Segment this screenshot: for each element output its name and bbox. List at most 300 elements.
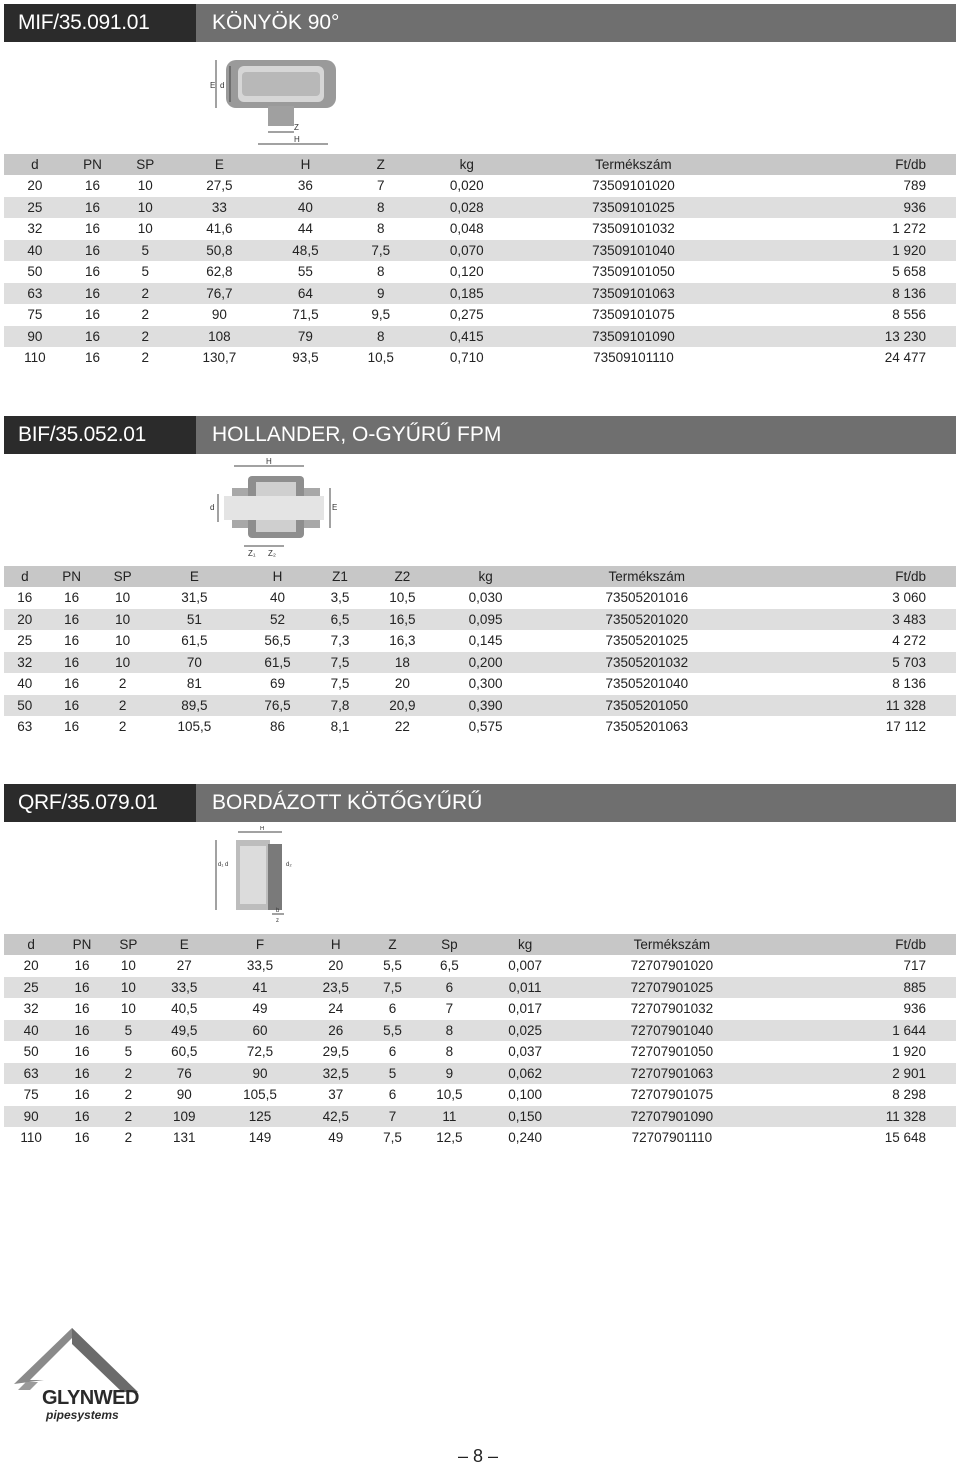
table-cell: 6 — [416, 977, 482, 999]
column-header: E — [151, 934, 217, 955]
table-cell: 10 — [120, 958, 136, 974]
column-header: Ft/db — [761, 566, 956, 587]
table-cell: 16 — [66, 240, 120, 262]
table-cell: 885 — [776, 977, 956, 999]
table-cell: 7,5 — [369, 977, 416, 999]
table-cell: 4 272 — [892, 633, 926, 649]
table-cell: 16 — [64, 633, 80, 649]
column-header: Sp — [416, 934, 482, 955]
table-cell: 0,030 — [468, 590, 503, 606]
table-cell: 73509101063 — [515, 283, 752, 305]
table-cell: 18 — [366, 652, 439, 674]
table-cell: 6,5 — [314, 609, 366, 631]
table-cell: 5 — [141, 264, 149, 280]
table-cell: 25 — [4, 197, 66, 219]
table-cell: 90 — [217, 1063, 302, 1085]
table-cell: 20 — [328, 958, 344, 974]
page-number: – 8 – — [458, 1446, 499, 1466]
table-cell: 110 — [24, 350, 46, 366]
table-cell: 20 — [23, 958, 39, 974]
table-cell: 717 — [903, 958, 926, 974]
table-cell: 60 — [217, 1020, 302, 1042]
table-cell: 2 — [106, 1106, 151, 1128]
table-cell: 93,5 — [292, 350, 319, 366]
table-cell: 40 — [270, 590, 286, 606]
table-cell: 40 — [4, 1020, 58, 1042]
column-header: Termékszám — [515, 154, 752, 175]
fig-label-h: H — [260, 826, 265, 832]
column-header: Termékszám — [568, 934, 776, 955]
table-cell: 0,007 — [508, 958, 543, 974]
table-cell: 16 — [64, 590, 80, 606]
table-cell: 73509101040 — [515, 240, 752, 262]
table-cell: 8 556 — [892, 307, 926, 323]
table-cell: 10 — [137, 178, 153, 194]
table-cell: 110 — [20, 1130, 42, 1146]
table-cell: 27,5 — [206, 178, 233, 194]
table-cell: 5 703 — [761, 652, 956, 674]
table-row — [4, 716, 956, 738]
table-row — [4, 977, 956, 999]
table-cell: 12,5 — [436, 1130, 463, 1146]
column-header: PN — [58, 934, 105, 955]
table-row — [4, 1084, 956, 1106]
table-cell: 72707901063 — [568, 1063, 776, 1085]
table-cell: 2 — [118, 676, 127, 692]
table-cell: 16 — [66, 197, 120, 219]
table-cell: 32,5 — [303, 1063, 369, 1085]
table-cell: 2 901 — [776, 1063, 956, 1085]
table-cell: 50 — [27, 264, 43, 280]
table-cell: 50,8 — [171, 240, 268, 262]
table-cell: 9 — [416, 1063, 482, 1085]
table-cell: 20 — [27, 178, 43, 194]
table-cell: 10,5 — [367, 350, 394, 366]
fig-label-h: H — [294, 135, 300, 144]
table-cell: 8 298 — [892, 1087, 926, 1103]
table-cell: 49 — [252, 1001, 268, 1017]
section-hollander — [4, 416, 956, 735]
table-cell: 0,145 — [468, 633, 503, 649]
table-cell: 1 920 — [892, 1044, 926, 1060]
table-cell: 73509101050 — [592, 264, 675, 280]
table-cell: 2 — [141, 350, 149, 366]
table-cell: 0,020 — [449, 178, 484, 194]
table-cell: 936 — [903, 1001, 926, 1017]
fig-label-e: E — [332, 503, 338, 512]
column-header: H — [303, 934, 369, 955]
column-header: d — [4, 566, 46, 587]
table-cell: 11 328 — [761, 695, 956, 717]
table-cell: 2 — [141, 307, 149, 323]
table-cell: 16 — [46, 652, 98, 674]
table-cell: 13 230 — [752, 326, 956, 348]
table-cell: 131 — [172, 1130, 196, 1146]
table-cell: 31,5 — [181, 590, 208, 606]
table-cell: 25 — [4, 977, 58, 999]
table-cell: 0,150 — [483, 1106, 568, 1128]
table-cell: 8,1 — [330, 719, 350, 735]
table-row — [4, 175, 956, 197]
table-cell: 73505201063 — [605, 719, 689, 735]
table-cell: 71,5 — [292, 307, 319, 323]
table-row — [4, 304, 956, 326]
table-row — [4, 998, 956, 1020]
table-cell: 72707901050 — [630, 1044, 714, 1060]
section-title: HOLLANDER, O-GYŰRŰ FPM — [196, 416, 956, 454]
table-cell: 8 — [343, 197, 418, 219]
table-cell: 7,5 — [343, 240, 418, 262]
section-bordazott — [4, 784, 956, 1146]
table-row — [4, 283, 956, 305]
table-cell: 63 — [4, 283, 66, 305]
column-header: E — [171, 154, 268, 175]
table-cell: 936 — [752, 197, 956, 219]
table-cell: 8 — [376, 264, 385, 280]
table-cell: 9 — [343, 283, 418, 305]
table-cell: 109 — [151, 1106, 217, 1128]
column-header: PN — [66, 154, 120, 175]
table-row — [4, 326, 956, 348]
table-cell: 16 — [58, 977, 105, 999]
table-cell: 15 648 — [884, 1130, 926, 1146]
table-cell: 16 — [85, 350, 101, 366]
table-header-row — [4, 934, 956, 955]
table-cell: 73509101025 — [515, 197, 752, 219]
table-cell: 10 — [115, 590, 131, 606]
table-cell: 0,011 — [483, 977, 568, 999]
union-drawing — [204, 458, 344, 558]
fig-label-h: H — [266, 458, 272, 466]
product-code: QRF/35.079.01 — [4, 784, 196, 822]
table-cell: 79 — [268, 326, 343, 348]
table-cell: 75 — [23, 1087, 39, 1103]
table-row — [4, 218, 956, 240]
table-cell: 10 — [106, 977, 151, 999]
table-cell: 33,5 — [246, 958, 274, 974]
table-cell: 20 — [4, 609, 46, 631]
table-cell: 16 — [58, 1020, 105, 1042]
table-cell: 60,5 — [171, 1044, 198, 1060]
column-header: SP — [106, 934, 151, 955]
table-cell: 22 — [394, 719, 410, 735]
table-cell: 25 — [17, 633, 33, 649]
table-cell: 44 — [297, 221, 313, 237]
table-cell: 16 — [85, 178, 101, 194]
table-cell: 16 — [85, 307, 101, 323]
table-row — [4, 261, 956, 283]
table-row — [4, 347, 956, 369]
table-cell: 61,5 — [181, 633, 208, 649]
konyok-table — [4, 154, 956, 369]
column-header: SP — [119, 154, 171, 175]
table-cell: 7 — [445, 1001, 454, 1017]
table-cell: 1 272 — [892, 221, 926, 237]
table-cell: 16 — [66, 283, 120, 305]
table-cell: 72,5 — [246, 1044, 274, 1060]
table-cell: 0,070 — [418, 240, 515, 262]
table-cell: 86 — [270, 719, 286, 735]
column-header: kg — [483, 934, 568, 955]
column-header: d — [4, 154, 66, 175]
table-cell: 16 — [58, 1106, 105, 1128]
table-cell: 90 — [176, 1087, 192, 1103]
table-cell: 33 — [171, 197, 268, 219]
table-cell: 20,9 — [366, 695, 439, 717]
table-cell: 37 — [328, 1087, 344, 1103]
table-row — [4, 1127, 956, 1149]
table-cell: 789 — [903, 178, 926, 194]
table-cell: 0,017 — [508, 1001, 543, 1017]
table-cell: 5 — [369, 1063, 416, 1085]
fig-label-d: d — [220, 81, 225, 90]
table-cell: 48,5 — [268, 240, 343, 262]
table-row — [4, 673, 956, 695]
table-cell: 70 — [148, 652, 242, 674]
table-cell: 0,415 — [418, 326, 515, 348]
table-cell: 16 — [66, 326, 120, 348]
table-cell: 16 — [74, 1001, 90, 1017]
table-cell: 51 — [148, 609, 242, 631]
table-cell: 73509101020 — [592, 178, 675, 194]
fig-label-d1: d₁ d — [218, 862, 229, 868]
table-cell: 6 — [388, 1087, 397, 1103]
table-cell: 73505201020 — [532, 609, 761, 631]
table-row — [4, 955, 956, 977]
section-header — [4, 4, 956, 42]
table-row — [4, 1020, 956, 1042]
table-cell: 62,8 — [206, 264, 233, 280]
table-cell: 125 — [217, 1106, 302, 1128]
table-cell: 40,5 — [171, 1001, 198, 1017]
table-cell: 105,5 — [177, 719, 212, 735]
table-cell: 72707901075 — [630, 1087, 714, 1103]
table-cell: 11 — [416, 1106, 482, 1128]
column-header: F — [217, 934, 302, 955]
table-cell: 73505201050 — [532, 695, 761, 717]
fig-label-d2: d₂ — [286, 862, 292, 868]
table-cell: 24 — [328, 1001, 344, 1017]
table-cell: 2 — [118, 719, 127, 735]
glynwed-logo — [4, 1326, 154, 1426]
table-cell: 72707901110 — [631, 1130, 713, 1146]
table-cell: 76 — [151, 1063, 217, 1085]
fig-label-z: Z — [294, 123, 299, 132]
table-header-row — [4, 566, 956, 587]
table-cell: 5,5 — [383, 958, 402, 974]
table-cell: 5 — [106, 1020, 151, 1042]
table-cell: 10 — [98, 652, 148, 674]
table-cell: 10,5 — [436, 1087, 463, 1103]
table-header-row — [4, 154, 956, 175]
table-cell: 63 — [4, 1063, 58, 1085]
column-header: Z — [369, 934, 416, 955]
column-header: kg — [418, 154, 515, 175]
table-cell: 8 — [376, 221, 385, 237]
table-cell: 17 112 — [885, 719, 926, 735]
column-header: H — [268, 154, 343, 175]
table-cell: 2 — [98, 695, 148, 717]
table-cell: 0,710 — [449, 350, 484, 366]
table-cell: 5 — [119, 240, 171, 262]
logo-name: GLYNWED — [42, 1387, 139, 1409]
table-cell: 89,5 — [148, 695, 242, 717]
table-cell: 0,062 — [483, 1063, 568, 1085]
column-header: Ft/db — [752, 154, 956, 175]
table-cell: 0,025 — [483, 1020, 568, 1042]
table-cell: 2 — [106, 1063, 151, 1085]
table-cell: 49,5 — [151, 1020, 217, 1042]
table-cell: 0,275 — [449, 307, 484, 323]
table-cell: 7,5 — [314, 652, 366, 674]
fig-label-d: d — [210, 503, 215, 512]
table-cell: 73505201016 — [605, 590, 689, 606]
table-cell: 1 920 — [752, 240, 956, 262]
column-header: E — [148, 566, 242, 587]
table-cell: 41 — [217, 977, 302, 999]
elbow-drawing — [208, 44, 358, 154]
table-cell: 10 — [137, 221, 153, 237]
fig-label-b: b — [276, 908, 280, 914]
table-cell: 6 — [388, 1001, 397, 1017]
fig-label-z: z — [276, 918, 279, 924]
column-header: Z2 — [366, 566, 439, 587]
table-cell: 16 — [74, 958, 90, 974]
table-row — [4, 630, 956, 652]
table-cell: 73509101090 — [515, 326, 752, 348]
table-row — [4, 587, 956, 609]
table-cell: 0,575 — [468, 719, 503, 735]
table-cell: 0,390 — [439, 695, 533, 717]
table-row — [4, 1106, 956, 1128]
table-cell: 6,5 — [439, 958, 459, 974]
table-row — [4, 240, 956, 262]
table-cell: 16 — [64, 676, 80, 692]
product-code: MIF/35.091.01 — [4, 4, 196, 42]
table-cell: 50 — [23, 1044, 39, 1060]
table-cell: 5 658 — [892, 264, 926, 280]
table-cell: 76,5 — [241, 695, 314, 717]
ribbed-ring-drawing — [208, 826, 308, 924]
table-cell: 8 — [445, 1044, 454, 1060]
table-cell: 20 — [394, 676, 410, 692]
table-cell: 130,7 — [202, 350, 237, 366]
table-cell: 41,6 — [206, 221, 233, 237]
table-cell: 16 — [64, 719, 80, 735]
table-cell: 0,120 — [449, 264, 484, 280]
table-cell: 73509101075 — [592, 307, 675, 323]
table-cell: 7 — [369, 1106, 416, 1128]
table-cell: 2 — [124, 1087, 133, 1103]
table-cell: 42,5 — [303, 1106, 369, 1128]
table-cell: 0,037 — [508, 1044, 543, 1060]
table-cell: 16,5 — [366, 609, 439, 631]
section-title: BORDÁZOTT KÖTŐGYŰRŰ — [196, 784, 956, 822]
fig-label-z2: Z₂ — [268, 549, 276, 558]
column-header: kg — [439, 566, 533, 587]
table-cell: 16 — [74, 1044, 90, 1060]
column-header: Termékszám — [532, 566, 761, 587]
table-cell: 0,185 — [418, 283, 515, 305]
table-cell: 9,5 — [371, 307, 391, 323]
column-header: Z1 — [314, 566, 366, 587]
table-cell: 63 — [17, 719, 33, 735]
section-header — [4, 416, 956, 454]
table-row — [4, 197, 956, 219]
table-cell: 3,5 — [330, 590, 350, 606]
table-cell: 64 — [268, 283, 343, 305]
table-cell: 73509101110 — [593, 350, 674, 366]
table-cell: 16 — [74, 1130, 90, 1146]
table-cell: 16 — [17, 590, 33, 606]
table-cell: 90 — [211, 307, 227, 323]
table-cell: 0,100 — [508, 1087, 543, 1103]
table-cell: 72707901020 — [630, 958, 714, 974]
table-cell: 40 — [4, 240, 66, 262]
table-cell: 0,240 — [508, 1130, 543, 1146]
table-cell: 73505201040 — [605, 676, 689, 692]
table-cell: 16 — [58, 1063, 105, 1085]
table-cell: 0,300 — [468, 676, 503, 692]
table-cell: 16,3 — [389, 633, 416, 649]
logo-sub: pipesystems — [46, 1408, 119, 1422]
table-cell: 6 — [388, 1044, 397, 1060]
table-cell: 90 — [4, 326, 66, 348]
table-cell: 27 — [176, 958, 192, 974]
table-cell: 7,8 — [314, 695, 366, 717]
table-row — [4, 695, 956, 717]
table-cell: 1 644 — [776, 1020, 956, 1042]
table-cell: 61,5 — [241, 652, 314, 674]
table-cell: 16 — [85, 221, 101, 237]
table-cell: 26 — [303, 1020, 369, 1042]
table-cell: 52 — [241, 609, 314, 631]
table-cell: 72707901090 — [568, 1106, 776, 1128]
table-cell: 0,048 — [449, 221, 484, 237]
table-cell: 56,5 — [264, 633, 291, 649]
table-cell: 73509101032 — [592, 221, 675, 237]
table-cell: 16 — [46, 609, 98, 631]
section-konyok — [4, 4, 956, 366]
product-code: BIF/35.052.01 — [4, 416, 196, 454]
table-cell: 10 — [119, 197, 171, 219]
table-cell: 16 — [46, 695, 98, 717]
hollander-table — [4, 566, 956, 738]
table-cell: 73505201032 — [532, 652, 761, 674]
table-cell: 7,5 — [383, 1130, 402, 1146]
table-cell: 0,095 — [439, 609, 533, 631]
table-cell: 32 — [4, 652, 46, 674]
table-cell: 24 477 — [884, 350, 926, 366]
table-cell: 8 136 — [892, 676, 926, 692]
table-cell: 40 — [268, 197, 343, 219]
table-cell: 2 — [119, 283, 171, 305]
table-cell: 72707901025 — [568, 977, 776, 999]
table-cell: 2 — [119, 326, 171, 348]
table-row — [4, 1041, 956, 1063]
column-header: SP — [98, 566, 148, 587]
table-cell: 81 — [186, 676, 202, 692]
fig-label-e: E — [210, 81, 216, 90]
table-cell: 3 060 — [892, 590, 926, 606]
table-row — [4, 1063, 956, 1085]
table-cell: 29,5 — [322, 1044, 349, 1060]
table-cell: 0,028 — [418, 197, 515, 219]
table-cell: 10 — [98, 609, 148, 631]
table-cell: 108 — [171, 326, 268, 348]
table-cell: 76,7 — [171, 283, 268, 305]
table-cell: 8 — [416, 1020, 482, 1042]
